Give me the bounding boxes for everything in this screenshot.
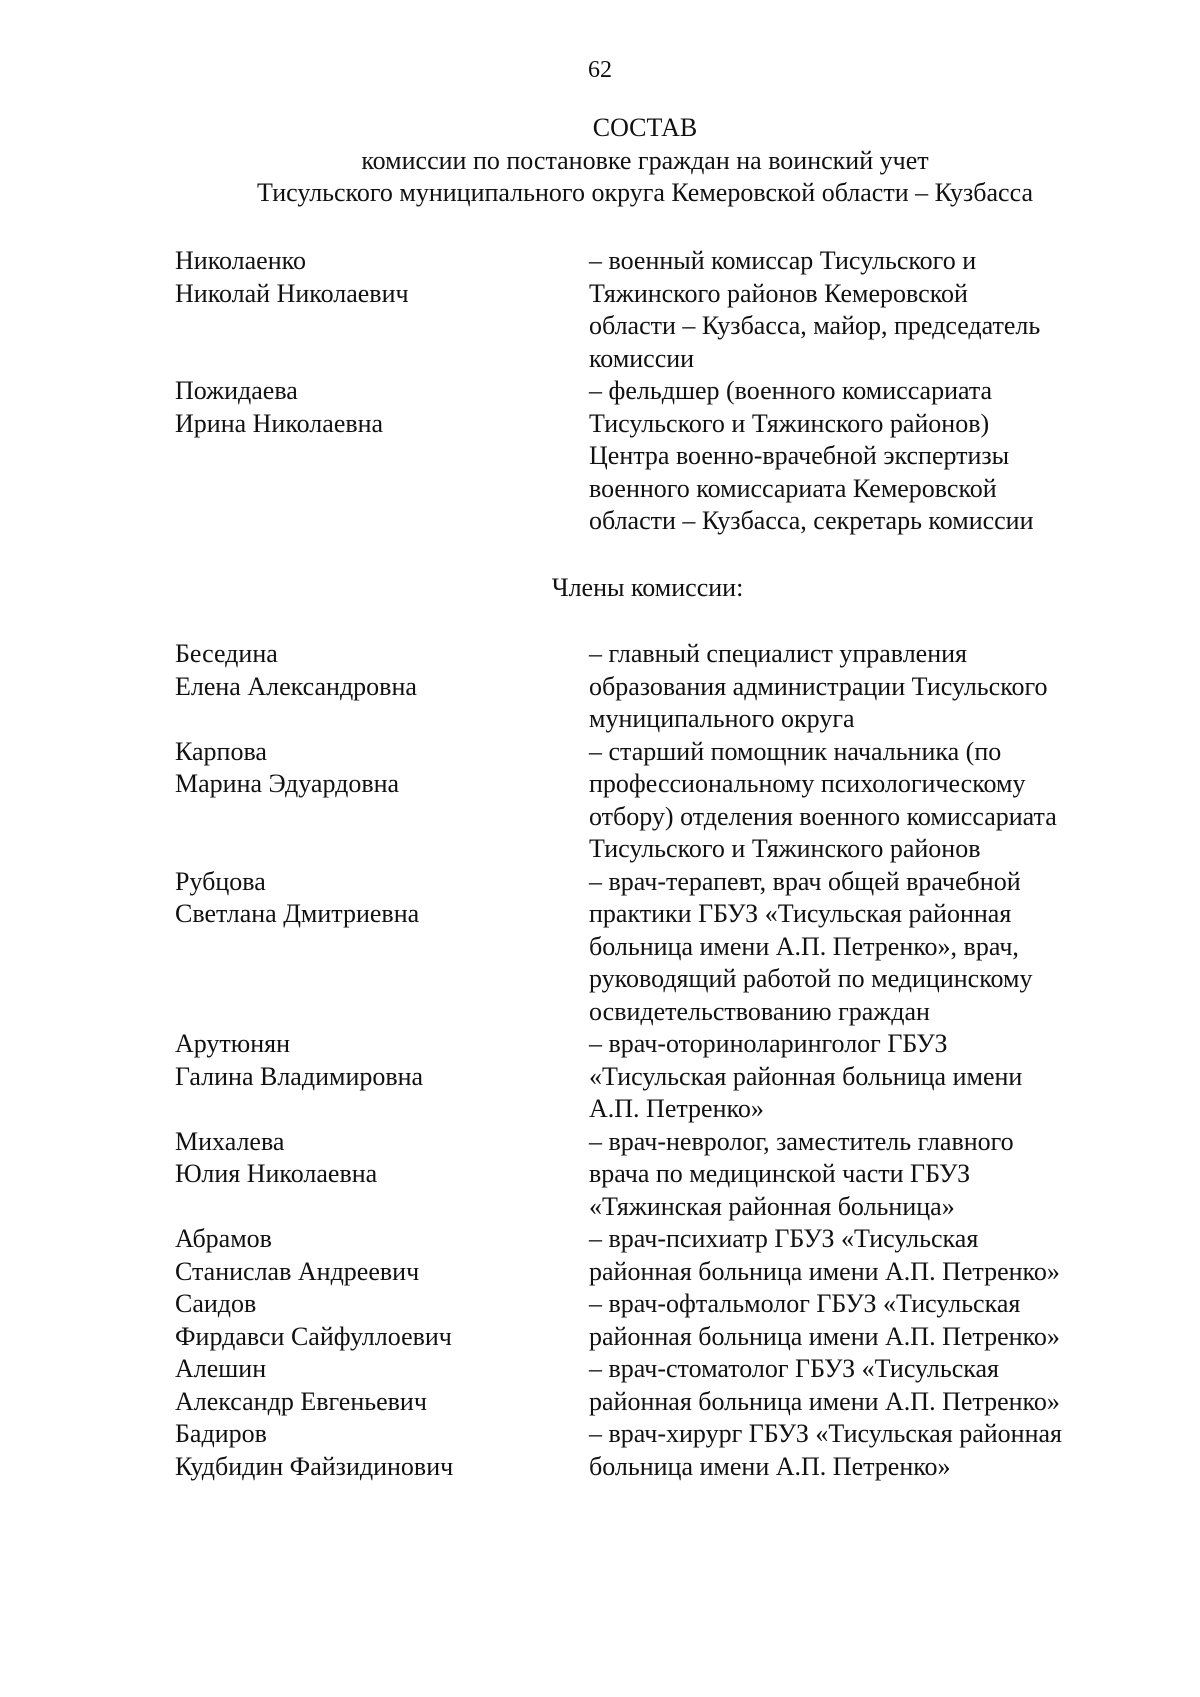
role-line: районная больница имени А.П. Петренко» xyxy=(589,1256,1060,1286)
person-given-names: Николай Николаевич xyxy=(175,278,409,308)
role-line: – врач-психиатр ГБУЗ «Тисульская xyxy=(589,1224,979,1253)
person-name xyxy=(175,245,589,375)
person-row xyxy=(175,245,1135,375)
role-line: больница имени А.П. Петренко» xyxy=(589,1451,951,1481)
person-row xyxy=(175,1028,1135,1126)
role-line: – военный комиссар Тисульского и xyxy=(589,246,977,275)
role-line: – врач-оториноларинголог ГБУЗ xyxy=(589,1029,948,1058)
person-given-names: Светлана Дмитриевна xyxy=(175,899,420,928)
role-line: «Тяжинская районная больница» xyxy=(589,1191,955,1221)
role-line: области – Кузбасса, майор, председатель xyxy=(589,311,1041,340)
role-line: отбору) отделения военного комиссариата xyxy=(589,801,1057,831)
person-role xyxy=(589,1223,1135,1288)
role-line: – врач-терапевт, врач общей врачебной xyxy=(589,866,1021,896)
leadership-list xyxy=(175,245,1135,538)
person-name xyxy=(175,1126,589,1224)
person-name xyxy=(175,1418,589,1483)
title-line-1: СОСТАВ xyxy=(592,113,698,142)
person-surname: Михалева xyxy=(175,1126,285,1156)
person-surname: Арутюнян xyxy=(175,1029,291,1058)
role-line: – фельдшер (военного комиссариата xyxy=(589,376,993,405)
document-title xyxy=(120,112,1170,210)
person-given-names: Елена Александровна xyxy=(175,671,417,701)
person-role xyxy=(589,1418,1135,1483)
person-row xyxy=(175,1353,1135,1418)
role-line: больница имени А.П. Петренко», врач, xyxy=(589,931,1019,961)
person-given-names: Галина Владимировна xyxy=(175,1061,424,1091)
person-name xyxy=(175,1028,589,1126)
person-role xyxy=(589,638,1135,736)
person-given-names: Юлия Николаевна xyxy=(175,1159,378,1188)
role-line: образования администрации Тисульского xyxy=(589,671,1048,701)
role-line: области – Кузбасса, секретарь комиссии xyxy=(589,506,1034,535)
role-line: «Тисульская районная больница имени xyxy=(589,1061,1023,1091)
members-list xyxy=(175,638,1135,1483)
person-name xyxy=(175,866,589,1029)
person-row xyxy=(175,375,1135,538)
role-line: муниципального округа xyxy=(589,704,855,733)
person-name xyxy=(175,1223,589,1288)
person-surname: Алешин xyxy=(175,1354,267,1383)
person-surname: Рубцова xyxy=(175,866,266,896)
person-role xyxy=(589,866,1135,1029)
role-line: врача по медицинской части ГБУЗ xyxy=(589,1159,971,1188)
person-surname: Николаенко xyxy=(175,246,306,275)
page-number: 62 xyxy=(588,57,612,83)
role-line: профессиональному психологическому xyxy=(589,769,1026,798)
role-line: – врач-стоматолог ГБУЗ «Тисульская xyxy=(589,1354,999,1383)
person-role xyxy=(589,1126,1135,1224)
person-row xyxy=(175,1288,1135,1353)
role-line: Тяжинского районов Кемеровской xyxy=(589,278,968,308)
role-line: Тисульского и Тяжинского районов) xyxy=(589,408,990,438)
person-role xyxy=(589,1028,1135,1126)
role-line: – врач-невролог, заместитель главного xyxy=(589,1126,1014,1156)
person-role xyxy=(589,736,1135,866)
role-line: А.П. Петренко» xyxy=(589,1094,764,1123)
person-given-names: Станислав Андреевич xyxy=(175,1256,420,1286)
role-line: практики ГБУЗ «Тисульская районная xyxy=(589,899,1012,928)
person-given-names: Кудбидин Файзидинович xyxy=(175,1451,454,1481)
role-line: комиссии xyxy=(589,343,695,373)
role-line: районная больница имени А.П. Петренко» xyxy=(589,1386,1060,1416)
person-surname: Бадиров xyxy=(175,1419,267,1448)
person-role xyxy=(589,1353,1135,1418)
person-surname: Беседина xyxy=(175,639,278,668)
person-name xyxy=(175,375,589,538)
person-name xyxy=(175,736,589,866)
person-given-names: Фирдавси Сайфуллоевич xyxy=(175,1321,452,1351)
role-line: Центра военно-врачебной экспертизы xyxy=(589,441,1010,470)
person-given-names: Марина Эдуардовна xyxy=(175,769,400,798)
person-role xyxy=(589,245,1135,375)
person-surname: Пожидаева xyxy=(175,376,298,405)
person-row xyxy=(175,1418,1135,1483)
role-line: освидетельствованию граждан xyxy=(589,996,930,1026)
person-given-names: Ирина Николаевна xyxy=(175,408,384,438)
person-role xyxy=(589,375,1135,538)
title-line-2: комиссии по постановке граждан на воинский учет xyxy=(361,145,929,175)
role-line: военного комиссариата Кемеровской xyxy=(589,473,997,503)
role-line: – старший помощник начальника (по xyxy=(589,736,1002,766)
person-row xyxy=(175,736,1135,866)
person-surname: Абрамов xyxy=(175,1224,272,1253)
person-name xyxy=(175,638,589,736)
person-name xyxy=(175,1353,589,1418)
role-line: Тисульского и Тяжинского районов xyxy=(589,834,981,863)
person-row xyxy=(175,866,1135,1029)
person-surname: Карпова xyxy=(175,736,267,766)
person-row xyxy=(175,1126,1135,1224)
person-role xyxy=(589,1288,1135,1353)
person-given-names: Александр Евгеньевич xyxy=(175,1386,427,1416)
role-line: – врач-офтальмолог ГБУЗ «Тисульская xyxy=(589,1289,1021,1318)
person-name xyxy=(175,1288,589,1353)
person-row xyxy=(175,638,1135,736)
members-heading: Члены комиссии: xyxy=(551,573,744,602)
person-surname: Саидов xyxy=(175,1289,257,1318)
title-line-3: Тисульского муниципального округа Кемеровской области – Кузбасса xyxy=(256,178,1033,207)
role-line: районная больница имени А.П. Петренко» xyxy=(589,1321,1060,1351)
role-line: – главный специалист управления xyxy=(589,639,968,668)
person-row xyxy=(175,1223,1135,1288)
role-line: руководящий работой по медицинскому xyxy=(589,964,1033,993)
role-line: – врач-хирург ГБУЗ «Тисульская районная xyxy=(589,1419,1062,1448)
